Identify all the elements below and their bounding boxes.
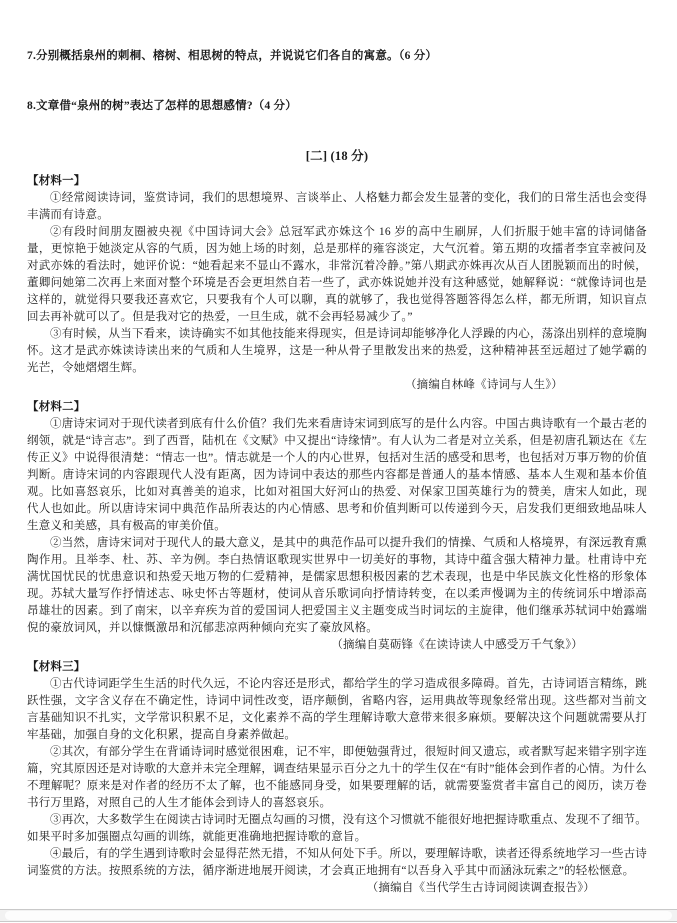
material-3 xyxy=(27,659,647,897)
material-3-paragraph-4: ④最后，有的学生遇到诗歌时会显得茫然无措，不知从何处下手。所以，要理解诗歌，读者还得系统地学习一些古诗词鉴赏的方法。按照系统的方法，循序渐进地展开阅读，才会真正地拥有“以吾身入乎其中而涵泳玩索之”的轻松惬意。 xyxy=(27,848,647,877)
material-3-paragraph-3: ③再次，大多数学生在阅读古诗词时无圈点勾画的习惯，没有这个习惯就不能很好地把握诗歌重点、发现不了细节。如果平时多加强圈点勾画的训练，就能更准确地把握诗歌的意旨。 xyxy=(27,814,647,843)
material-1-attribution: （摘编自林峰《诗词与人生》） xyxy=(404,379,563,391)
section-heading: [二] (18 分) xyxy=(305,149,369,163)
question-8: 8.文章借“泉州的树”表达了怎样的思想感情?（4 分） xyxy=(27,100,297,112)
question-7: 7.分别概括泉州的刺桐、榕树、相思树的特点，并说说它们各自的寓意。（6 分） xyxy=(27,50,438,62)
material-3-label: 【材料三】 xyxy=(27,661,86,673)
material-1 xyxy=(27,173,647,394)
material-1-paragraph-3: ③有时候，从当下看来，读诗确实不如其他技能来得现实，但是诗词却能够净化人浮躁的内心，荡涤出别样的意境胸怀。这才是武亦姝读诗读出来的气质和人生境界，这是一种从骨子里散发出来的热爱，这种精神甚至远超过了她学霸的光芒，令她熠熠生辉。 xyxy=(27,328,647,374)
material-3-paragraph-2: ②其次，有部分学生在背诵诗词时感觉很困难，记不牢，即便勉强背过，很短时间又遗忘，或者默写起来错字别字连篇，究其原因还是对诗歌的大意并未完全理解，调查结果显示百分之九十的学生仅在“有时”能体会到作者的心情。为什么不理解呢？原来是对作者的经历不太了解，也不能感同身受，如果要理解的话，就需要鉴赏者丰富自己的阅历，读万卷书行万里路，对照自己的人生才能体会到诗人的喜怒哀乐。 xyxy=(27,746,647,809)
material-1-paragraph-2: ②有段时间朋友圈被央视《中国诗词大会》总冠军武亦姝这个 16 岁的高中生刷屏，人们折服于她丰富的诗词储备量，更惊艳于她淡定从容的气质，因为她上场的时刻，总是那样的雍容淡定，大气沉着。第五期的攻擂者李宜幸被问及对武亦姝的看法时，她评价说：“她看起来不显山不露水，非常沉着冷静。”第八期武亦姝再次从百人团脱颖而出的时候，董卿问她第二次再上来面对整个环境是否会更坦然自若一些了，武亦姝说她并没有这种感觉，她解释说：“就像诗词也是这样的，就觉得只要我还喜欢它，只要我有个人可以聊，真的就够了，我也觉得答题答得怎么样，都无所谓，知识盲点回去再补就可以了。但是我对它的热爱，一旦生成，就不会再轻易减少了。” xyxy=(27,226,647,323)
material-2-attribution: （摘编自莫砺锋《在读诗读人中感受万千气象》） xyxy=(331,639,583,651)
material-3-attribution: （摘编自《当代学生古诗词阅读调查报告》） xyxy=(366,882,595,894)
material-1-paragraph-1: ①经常阅读诗词，鉴赏诗词，我们的思想境界、言谈举止、人格魅力都会发生显著的变化，我们的日常生活也会变得丰满而有诗意。 xyxy=(27,192,647,221)
material-2 xyxy=(27,399,647,654)
material-2-label: 【材料二】 xyxy=(27,401,86,413)
horizontal-scrollbar-track[interactable] xyxy=(0,909,677,922)
material-2-paragraph-2: ②当然，唐诗宋词对于现代人的最大意义，是其中的典范作品可以提升我们的情操、气质和人格境界，有深远教育熏陶作用。且举李、杜、苏、辛为例。李白热情讴歌现实世界中一切美好的事物，其诗中蕴含强大精神力量。杜甫诗中充满忧国忧民的忧患意识和热爱天地万物的仁爱精神，是儒家思想积极因素的艺术表现，也是中华民族文化性格的形象体现。苏轼大量写作抒情述志、咏史怀古等题材，使词从音乐歌词向抒情诗转变，在以柔声慢调为主的传统词乐中增添高昂雄壮的因素。到了南宋，以辛弃疾为首的爱国词人把爱国主义主题变成当时词坛的主旋律，他们继承苏轼词中始露端倪的豪放词风，并以慷慨激昂和沉郁悲凉两种倾向充实了豪放风格。 xyxy=(27,537,647,634)
material-3-paragraph-1: ①古代诗词距学生生活的时代久远，不论内容还是形式，都给学生的学习造成很多障碍。首先，古诗词语言精练，跳跃性强，文字含义存在不确定性，诗词中词性改变，语序颠倒，省略内容，运用典故等现象经常出现。这些都对当前文言基础知识不扎实，文学常识积累不足，文化素养不高的学生理解诗歌大意带来很多麻烦。要解决这个问题就需要从打牢基础，加强自身的文化积累，提高自身素养做起。 xyxy=(27,678,647,741)
material-1-label: 【材料一】 xyxy=(27,175,86,187)
horizontal-scrollbar-thumb[interactable] xyxy=(5,911,672,920)
material-2-paragraph-1: ①唐诗宋词对于现代读者到底有什么价值？我们先来看唐诗宋词到底写的是什么内容。中国古典诗歌有一个最古老的纲领，就是“诗言志”。到了西晋，陆机在《文赋》中又提出“诗缘情”。有人认为二者是对立关系，但是初唐孔颖达在《左传正义》中说得很清楚：“情志一也”。情志就是一个人的内心世界，包括对生活的感受和思考，也包括对万事万物的价值判断。唐诗宋词的内容跟现代人没有距离，因为诗词中表达的那些内容都是普通人的基本情感、基本人生观和基本价值观。比如喜怒哀乐，比如对真善美的追求，比如对祖国大好河山的热爱、对保家卫国英雄行为的赞美，唐宋人如此，现代人也如此。所以唐诗宋词中典范作品所表达的内心情感、思考和价值判断可以传递到今天，启发我们更细致地品味人生意义和美感，具有极高的审美价值。 xyxy=(27,418,647,532)
